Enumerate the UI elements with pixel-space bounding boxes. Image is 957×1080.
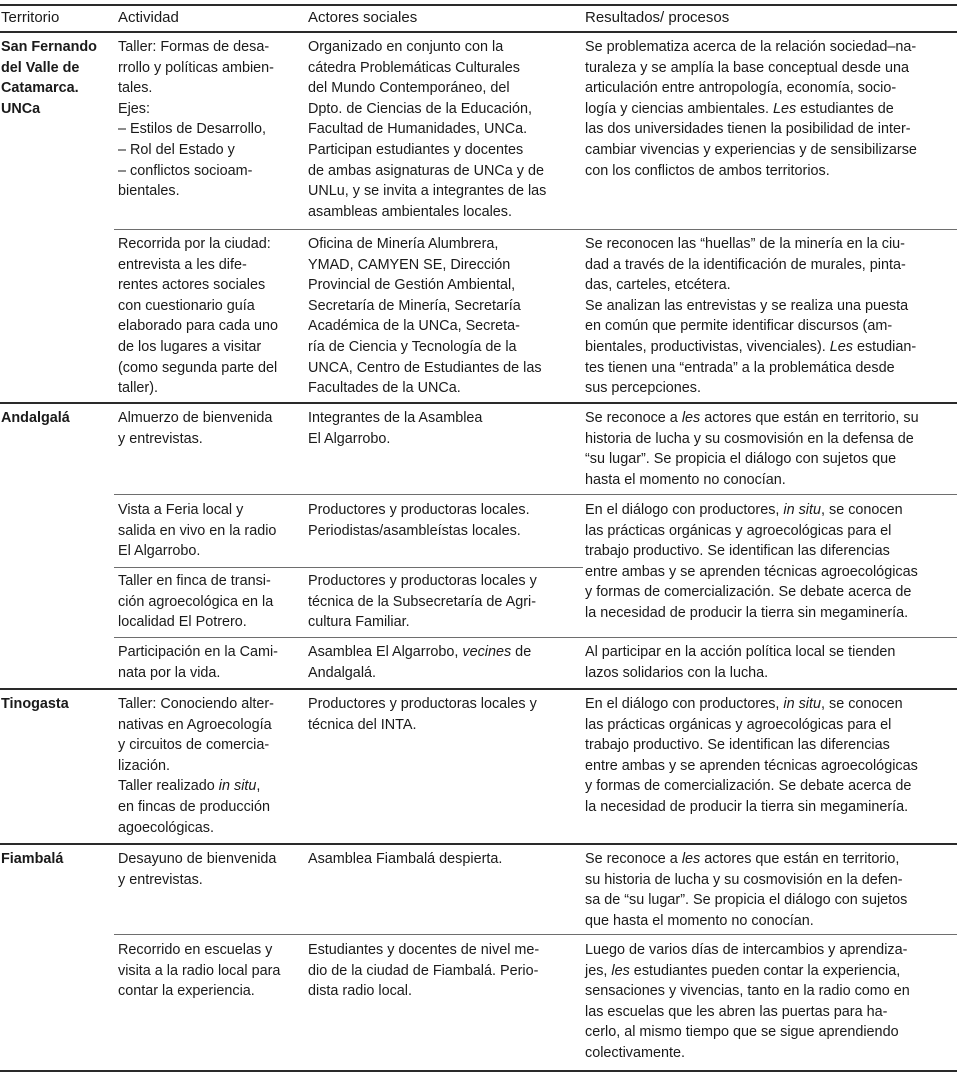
territory-divider — [0, 688, 957, 690]
cell-line: Taller en finca de transi- — [118, 573, 271, 589]
cell-line: Provincial de Gestión Ambiental, — [308, 277, 516, 294]
cell-line: Se analizan las entrevistas y se realiza una puesta — [585, 297, 909, 314]
header-actores: Actores sociales — [308, 9, 418, 26]
cell-line: rentes actores sociales — [118, 277, 266, 294]
cell-line: YMAD, CAMYEN SE, Dirección — [308, 256, 511, 273]
cell-line: Periodistas/asambleístas locales. — [308, 522, 521, 539]
cell-line: con los conflictos de ambos territorios. — [585, 162, 830, 179]
cell-line: técnica de la Subsecretaría de Agri- — [308, 593, 536, 610]
cell-line: historia de lucha y su cosmovisión en la defensa de — [585, 430, 914, 447]
cell-line: turaleza y se amplía la base conceptual desde una — [585, 59, 910, 76]
cell-line: su historia de lucha y su cosmovisión en la defen- — [585, 871, 903, 888]
cell-line: Productores y productoras locales. — [308, 502, 530, 518]
resultados-cell — [585, 37, 917, 181]
cell-line: Luego de varios días de intercambios y aprendiza- — [585, 942, 908, 958]
actividad-cell — [118, 849, 276, 890]
cell-line: Fiambalá — [1, 851, 64, 867]
cell-line: Taller realizado in situ, — [118, 778, 261, 795]
cell-line: Participación en la Cami- — [118, 644, 278, 660]
cell-line: Asamblea Fiambalá despierta. — [308, 851, 503, 867]
cell-line: Ejes: — [118, 100, 150, 117]
cell-line: lazos solidarios con la lucha. — [585, 664, 769, 681]
actores-cell — [308, 642, 531, 683]
cell-line: logía y ciencias ambientales. Les estudiantes de — [585, 100, 894, 117]
resultados-cell — [585, 849, 907, 931]
cell-line: y circuitos de comercia- — [118, 737, 270, 754]
cell-line: sa de “su lugar”. Se propicia el diálogo con sujetos — [585, 892, 908, 909]
cell-line: dad a través de la identificación de murales, pinta- — [585, 256, 906, 273]
cell-line: (como segunda parte del — [118, 359, 278, 376]
resultados-cell — [585, 234, 916, 399]
resultados-cell — [585, 408, 919, 490]
cell-line: que hasta el momento no conocían. — [585, 912, 814, 929]
cell-line: cerlo, al mismo tiempo que se sigue aprendiendo — [585, 1024, 899, 1041]
territorio-cell — [1, 37, 97, 119]
cell-line: y formas de comercialización. Se debate acerca de — [585, 778, 912, 795]
actores-cell — [308, 37, 546, 222]
cell-line: jes, les estudiantes pueden contar la experiencia, — [585, 962, 901, 979]
cell-line: cambiar vivencias y experiencias y de sensibilizarse — [585, 141, 917, 158]
cell-line: trabajo productivo. Se identifican las diferencias — [585, 543, 890, 560]
resultados-cell — [585, 940, 910, 1064]
row-divider — [114, 494, 957, 495]
cell-line: Se reconoce a les actores que están en territorio, — [585, 851, 900, 867]
territorio-cell — [1, 408, 70, 429]
cell-line: Productores y productoras locales y — [308, 573, 537, 589]
cell-line: las prácticas orgánicas y agroecológicas para el — [585, 522, 892, 539]
row-divider — [114, 934, 957, 935]
cell-line: taller). — [118, 380, 158, 397]
resultados-cell — [585, 694, 918, 818]
cell-line: UNLu, y se invita a integrantes de las — [308, 183, 547, 200]
territory-divider — [0, 402, 957, 404]
cell-line: Secretaría de Minería, Secretaría — [308, 297, 521, 314]
cell-line: en común que permite identificar discursos (am- — [585, 318, 893, 335]
cell-line: UNCa — [1, 100, 41, 117]
header-territorio: Territorio — [1, 9, 60, 26]
cell-line: articulación entre antropología, economía, socio- — [585, 80, 897, 97]
resultados-cell — [585, 500, 918, 624]
actores-cell — [308, 849, 502, 870]
cell-line: cultura Familiar. — [308, 614, 410, 631]
cell-line: las escuelas que les abren las puertas para ha- — [585, 1003, 888, 1020]
cell-line: la necesidad de producir la tierra sin megaminería. — [585, 604, 909, 621]
cell-line: localidad El Potrero. — [118, 614, 247, 631]
cell-line: bientales. — [118, 183, 180, 200]
cell-line: sensaciones y vivencias, tanto en la radio como en — [585, 983, 910, 1000]
territorio-cell — [1, 849, 63, 870]
cell-line: la necesidad de producir la tierra sin megaminería. — [585, 798, 909, 815]
cell-line: San Fernando — [1, 39, 97, 55]
cell-line: dio de la ciudad de Fiambalá. Perio- — [308, 962, 539, 979]
cell-line: elaborado para cada uno — [118, 318, 279, 335]
cell-line: Almuerzo de bienvenida — [118, 410, 273, 426]
actividad-cell — [118, 234, 278, 399]
cell-line: Asamblea El Algarrobo, vecines de — [308, 644, 532, 660]
cell-line: lización. — [118, 757, 170, 774]
cell-line: – Estilos de Desarrollo, — [118, 121, 266, 138]
cell-line: Andalgalá — [1, 410, 70, 426]
cell-line: Se problematiza acerca de la relación sociedad–na- — [585, 39, 917, 55]
cell-line: del Valle de — [1, 59, 80, 76]
cell-line: técnica del INTA. — [308, 716, 417, 733]
cell-line: Facultad de Humanidades, UNCa. — [308, 121, 528, 138]
table-bottom-rule — [0, 1070, 957, 1072]
actividad-cell — [118, 694, 274, 838]
cell-line: colectivamente. — [585, 1044, 685, 1061]
header-bottom-rule — [0, 31, 957, 33]
cell-line: Catamarca. — [1, 80, 79, 97]
cell-line: Oficina de Minería Alumbrera, — [308, 236, 499, 252]
cell-line: Productores y productoras locales y — [308, 696, 537, 712]
cell-line: las dos universidades tienen la posibilidad de inter- — [585, 121, 911, 138]
actividad-cell — [118, 37, 274, 202]
cell-line: agoecológicas. — [118, 819, 215, 836]
cell-line: sus percepciones. — [585, 380, 701, 397]
resultados-cell — [585, 642, 895, 683]
cell-line: del Mundo Contemporáneo, del — [308, 80, 510, 97]
cell-line: de ambas asignaturas de UNCa y de — [308, 162, 544, 179]
cell-line: rrollo y políticas ambien- — [118, 59, 274, 76]
cell-line: cátedra Problemáticas Culturales — [308, 59, 520, 76]
cell-line: Taller: Conociendo alter- — [118, 696, 274, 712]
cell-line: contar la experiencia. — [118, 983, 255, 1000]
cell-line: en fincas de producción — [118, 798, 271, 815]
cell-line: Facultades de la UNCa. — [308, 380, 461, 397]
cell-line: – Rol del Estado y — [118, 141, 235, 158]
cell-line: El Algarrobo. — [118, 543, 201, 560]
cell-line: las prácticas orgánicas y agroecológicas para el — [585, 716, 892, 733]
cell-line: das, carteles, etcétera. — [585, 277, 731, 294]
cell-line: salida en vivo en la radio — [118, 522, 277, 539]
cell-line: Andalgalá. — [308, 664, 377, 681]
cell-line: trabajo productivo. Se identifican las diferencias — [585, 737, 890, 754]
cell-line: Taller: Formas de desa- — [118, 39, 270, 55]
territory-divider — [0, 843, 957, 845]
actividad-cell — [118, 500, 276, 562]
header-actividad: Actividad — [118, 9, 179, 26]
actores-cell — [308, 500, 530, 541]
cell-line: “su lugar”. Se propicia el diálogo con sujetos que — [585, 451, 897, 468]
cell-line: Integrantes de la Asamblea — [308, 410, 483, 426]
row-divider — [114, 567, 583, 568]
actividad-cell — [118, 940, 280, 1002]
cell-line: tales. — [118, 80, 153, 97]
cell-line: visita a la radio local para — [118, 962, 281, 979]
cell-line: Tinogasta — [1, 696, 69, 712]
actividad-cell — [118, 571, 273, 633]
cell-line: Vista a Feria local y — [118, 502, 244, 518]
cell-line: Organizado en conjunto con la — [308, 39, 504, 55]
cell-line: En el diálogo con productores, in situ, se conocen — [585, 696, 903, 712]
actores-cell — [308, 234, 542, 399]
cell-line: Se reconoce a les actores que están en territorio, su — [585, 410, 919, 426]
cell-line: bientales, productivistas, vivenciales). Les estudian- — [585, 338, 917, 355]
cell-line: y entrevistas. — [118, 871, 203, 888]
actores-cell — [308, 571, 537, 633]
cell-line: entrevista a les dife- — [118, 256, 247, 273]
cell-line: hasta el momento no conocían. — [585, 471, 786, 488]
actividad-cell — [118, 642, 278, 683]
row-divider — [114, 637, 957, 638]
cell-line: y formas de comercialización. Se debate acerca de — [585, 584, 912, 601]
table-top-rule — [0, 4, 957, 6]
territorio-cell — [1, 694, 69, 715]
cell-line: El Algarrobo. — [308, 430, 391, 447]
cell-line: nativas en Agroecología — [118, 716, 272, 733]
header-resultados: Resultados/ procesos — [585, 9, 730, 26]
cell-line: ría de Ciencia y Tecnología de la — [308, 338, 517, 355]
cell-line: Recorrido en escuelas y — [118, 942, 273, 958]
row-divider — [114, 229, 957, 230]
cell-line: En el diálogo con productores, in situ, se conocen — [585, 502, 903, 518]
actores-cell — [308, 940, 539, 1002]
cell-line: con cuestionario guía — [118, 297, 255, 314]
cell-line: Recorrida por la ciudad: — [118, 236, 271, 252]
cell-line: Estudiantes y docentes de nivel me- — [308, 942, 540, 958]
cell-line: – conflictos socioam- — [118, 162, 253, 179]
cell-line: Se reconocen las “huellas” de la minería en la ciu- — [585, 236, 905, 252]
cell-line: Dpto. de Ciencias de la Educación, — [308, 100, 532, 117]
cell-line: Al participar en la acción política local se tienden — [585, 644, 896, 660]
cell-line: Participan estudiantes y docentes — [308, 141, 524, 158]
cell-line: tes tienen una “entrada” a la problemática desde — [585, 359, 895, 376]
cell-line: de los lugares a visitar — [118, 338, 262, 355]
cell-line: y entrevistas. — [118, 430, 203, 447]
cell-line: ción agroecológica en la — [118, 593, 274, 610]
cell-line: dista radio local. — [308, 983, 412, 1000]
cell-line: entre ambas y se aprenden técnicas agroecológicas — [585, 757, 918, 774]
cell-line: nata por la vida. — [118, 664, 221, 681]
cell-line: Desayuno de bienvenida — [118, 851, 277, 867]
actores-cell — [308, 408, 482, 449]
actividad-cell — [118, 408, 272, 449]
cell-line: UNCA, Centro de Estudiantes de las — [308, 359, 542, 376]
actores-cell — [308, 694, 537, 735]
cell-line: Académica de la UNCa, Secreta- — [308, 318, 520, 335]
cell-line: entre ambas y se aprenden técnicas agroecológicas — [585, 563, 918, 580]
cell-line: asambleas ambientales locales. — [308, 203, 512, 220]
